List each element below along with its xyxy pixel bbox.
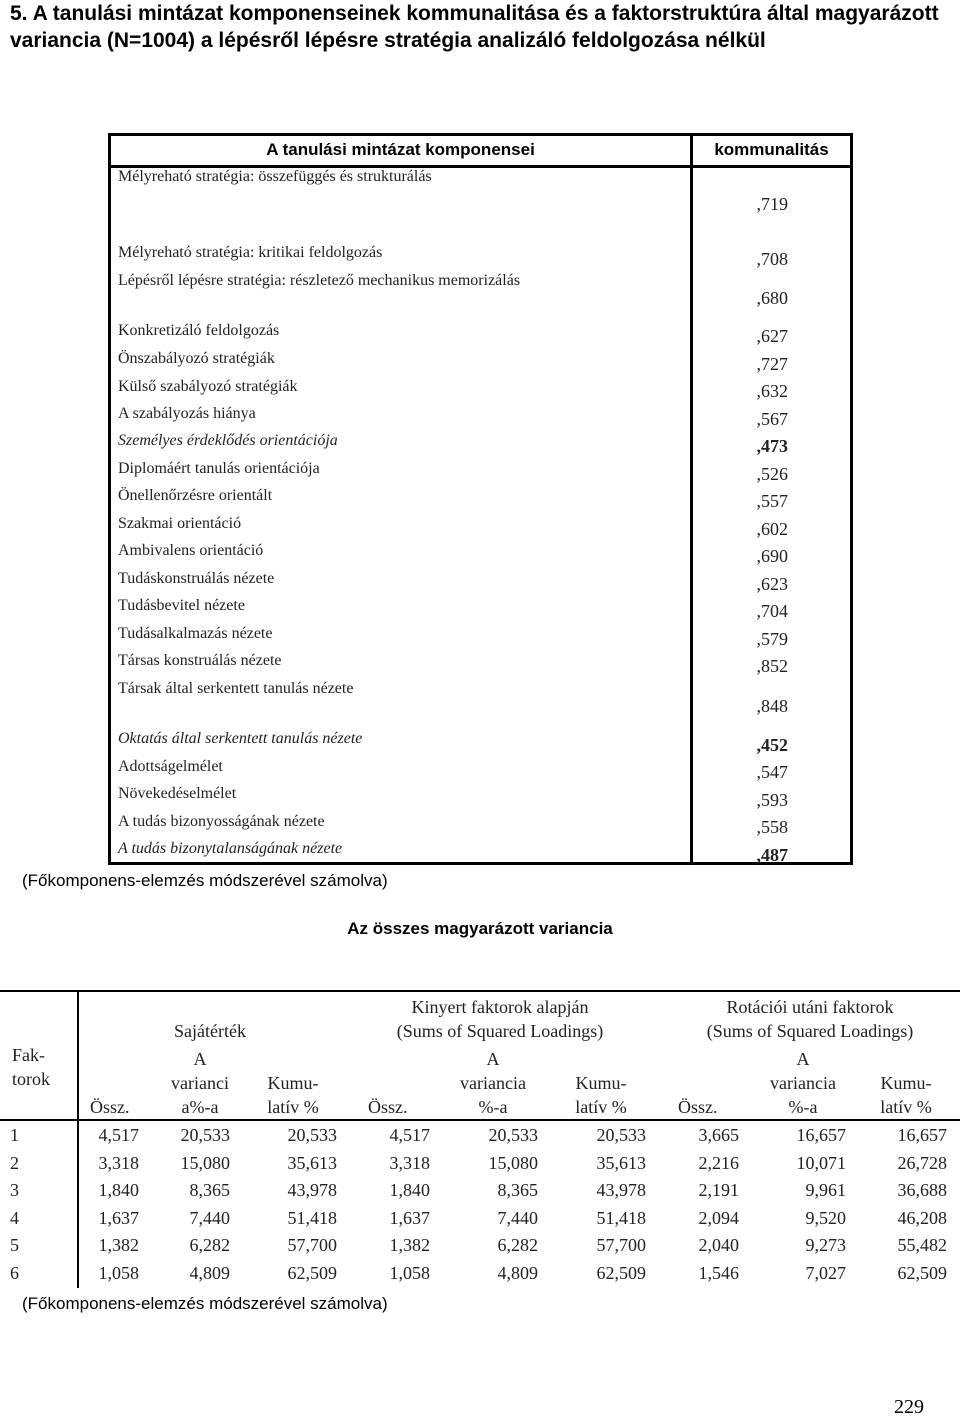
header-var1-a: A (193, 1049, 207, 1069)
component-label: A tudás bizonytalanságának nézete (118, 840, 343, 857)
variance-cell: 9,273 (805, 1235, 846, 1255)
communality-value: ,627 (756, 326, 788, 346)
rule-header (0, 1119, 960, 1121)
communality-value: ,708 (756, 249, 788, 269)
header-sum-2: Össz. (368, 1097, 408, 1117)
header-sum-1: Össz. (90, 1097, 130, 1117)
variance-cell: 62,509 (897, 1262, 947, 1283)
component-label: Személyes érdeklődés orientációja (118, 432, 338, 449)
variance-cell: 36,688 (897, 1180, 947, 1200)
variance-cell: 10,071 (796, 1152, 846, 1173)
header-cum1-b: latív % (267, 1097, 319, 1117)
communality-value: ,704 (756, 601, 788, 621)
variance-cell: 6,282 (497, 1235, 538, 1255)
communality-value: ,452 (756, 735, 788, 755)
variance-cell: 55,482 (897, 1235, 947, 1255)
rule-top-inner (78, 990, 960, 992)
communality-value: ,526 (756, 464, 788, 484)
variance-cell: 51,418 (287, 1207, 337, 1228)
component-label: Mélyreható stratégia: kritikai feldolgozás (118, 244, 383, 261)
variance-cell: 7,440 (497, 1207, 538, 1228)
variance-cell: 1,840 (98, 1180, 139, 1200)
header-var3-c: %-a (788, 1097, 818, 1117)
communality-value: ,557 (756, 491, 788, 511)
variance-cell: 4,517 (98, 1125, 139, 1145)
communality-value: ,632 (756, 381, 788, 401)
variance-cell: 1,058 (98, 1262, 139, 1283)
variance-cell: 15,080 (488, 1152, 538, 1173)
header-factors-2: torok (12, 1069, 50, 1089)
header-cum2-a: Kumu- (575, 1073, 627, 1093)
variance-cell: 43,978 (287, 1180, 337, 1200)
variance-cell: 35,613 (287, 1152, 337, 1173)
variance-cell: 7,440 (189, 1207, 230, 1228)
communality-value: ,567 (756, 409, 788, 429)
communality-value: ,547 (756, 762, 788, 782)
variance-cell: 2,094 (698, 1207, 739, 1228)
variance-cell: 1,058 (389, 1262, 430, 1283)
header-var1-b: varianci (171, 1073, 229, 1093)
variance-cell: 35,613 (596, 1152, 646, 1173)
variance-cell: 1,382 (98, 1235, 139, 1255)
communality-value: ,473 (756, 436, 788, 456)
communality-value: ,558 (756, 817, 788, 837)
variance-cell: 20,533 (180, 1125, 230, 1145)
header-var2-c: %-a (478, 1097, 508, 1117)
communality-table (108, 133, 853, 865)
component-label: Társak által serkentett tanulás nézete (118, 680, 354, 697)
variance-cell: 2,040 (698, 1235, 739, 1255)
header-var2-b: variancia (460, 1073, 526, 1093)
variance-cell: 20,533 (488, 1125, 538, 1145)
variance-cell: 62,509 (596, 1262, 646, 1283)
variance-cell: 4,517 (389, 1125, 430, 1145)
component-label: Diplomáért tanulás orientációja (118, 460, 320, 477)
component-label: Társas konstruálás nézete (118, 652, 282, 669)
component-label: Növekedéselmélet (118, 785, 237, 802)
variance-cell: 8,365 (189, 1180, 230, 1200)
factor-number: 1 (10, 1125, 19, 1145)
variance-cell: 9,520 (805, 1207, 846, 1228)
variance-cell: 57,700 (287, 1235, 337, 1255)
variance-cell: 3,318 (389, 1152, 430, 1173)
page-number: 229 (894, 1396, 924, 1418)
communality-value: ,680 (756, 288, 788, 308)
communality-value: ,623 (756, 574, 788, 594)
component-label: Mélyreható stratégia: összefüggés és strukturálás (118, 168, 432, 185)
variance-cell: 1,382 (389, 1235, 430, 1255)
variance-table (0, 990, 960, 1288)
variance-cell: 1,840 (389, 1180, 430, 1200)
header-var3-b: variancia (770, 1073, 836, 1093)
variance-cell: 6,282 (189, 1235, 230, 1255)
variance-cell: 15,080 (180, 1152, 230, 1173)
variance-cell: 43,978 (596, 1180, 646, 1200)
component-label: Konkretizáló feldolgozás (118, 322, 280, 339)
table1-note: (Főkomponens-elemzés módszerével számolva) (22, 871, 388, 890)
variance-cell: 20,533 (287, 1125, 337, 1145)
header-components: A tanulási mintázat komponensei (266, 140, 535, 159)
table2-title: Az összes magyarázott variancia (347, 919, 613, 938)
component-label: Tudáskonstruálás nézete (118, 570, 275, 587)
header-var2-a: A (486, 1049, 500, 1069)
factor-number: 3 (10, 1180, 19, 1200)
component-label: Adottságelmélet (118, 758, 223, 775)
variance-cell: 26,728 (897, 1152, 947, 1173)
factor-number: 5 (10, 1235, 19, 1255)
variance-cell: 16,657 (897, 1125, 947, 1145)
group-extracted-1: Kinyert faktorok alapján (411, 997, 589, 1017)
communality-value: ,487 (756, 845, 788, 865)
communality-value: ,690 (756, 546, 788, 566)
component-label: Lépésről lépésre stratégia: részletező mechanikus memorizálás (118, 272, 521, 289)
group-rotated-1: Rotációi utáni faktorok (726, 997, 894, 1017)
communality-value: ,593 (756, 790, 788, 810)
component-label: Önszabályozó stratégiák (118, 350, 275, 367)
component-label: Szakmai orientáció (118, 515, 242, 532)
section-heading: 5. A tanulási mintázat komponenseinek kommunalitása és a faktorstruktúra által magyarázott variancia (N=1004) a lépésről lépésre stratégia analizáló feldolgozása nélkül (10, 2, 939, 52)
component-label: A szabályozás hiánya (118, 405, 256, 422)
header-var3-a: A (796, 1049, 810, 1069)
header-cum2-b: latív % (575, 1097, 627, 1117)
variance-cell: 4,809 (497, 1262, 538, 1283)
communality-value: ,579 (756, 629, 788, 649)
header-communality: kommunalitás (714, 140, 829, 159)
factor-number: 2 (10, 1152, 19, 1173)
variance-cell: 46,208 (897, 1207, 947, 1228)
variance-cell: 57,700 (596, 1235, 646, 1255)
group-eigenvalue: Sajátérték (174, 1021, 246, 1041)
communality-value: ,727 (756, 354, 788, 374)
header-factors-1: Fak- (12, 1045, 45, 1065)
variance-cell: 9,961 (805, 1180, 846, 1200)
header-var1-c: a%-a (181, 1097, 219, 1117)
component-label: Külső szabályozó stratégiák (118, 378, 298, 395)
variance-cell: 1,637 (98, 1207, 139, 1228)
variance-cell: 8,365 (497, 1180, 538, 1200)
header-sum-3: Össz. (678, 1097, 718, 1117)
communality-value: ,602 (756, 519, 788, 539)
factor-number: 4 (10, 1207, 19, 1228)
variance-cell: 1,546 (698, 1262, 739, 1283)
component-label: Oktatás által serkentett tanulás nézete (118, 730, 363, 747)
variance-cell: 2,216 (698, 1152, 739, 1173)
communality-value: ,848 (756, 696, 788, 716)
component-label: Tudásbevitel nézete (118, 597, 245, 614)
variance-cell: 3,318 (98, 1152, 139, 1173)
variance-cell: 16,657 (796, 1125, 846, 1145)
variance-cell: 1,637 (389, 1207, 430, 1228)
variance-cell: 4,809 (189, 1262, 230, 1283)
column-divider (690, 136, 693, 862)
communality-value: ,852 (756, 656, 788, 676)
variance-cell: 7,027 (805, 1262, 846, 1283)
group-rotated-2: (Sums of Squared Loadings) (706, 1021, 914, 1041)
header-cum1-a: Kumu- (267, 1073, 319, 1093)
variance-cell: 3,665 (698, 1125, 739, 1145)
rule-factor-col (77, 990, 79, 1288)
component-label: Önellenőrzésre orientált (118, 487, 273, 504)
variance-cell: 20,533 (596, 1125, 646, 1145)
group-extracted-2: (Sums of Squared Loadings) (396, 1021, 604, 1041)
variance-cell: 51,418 (596, 1207, 646, 1228)
header-cum3-a: Kumu- (880, 1073, 932, 1093)
header-cum3-b: latív % (880, 1097, 932, 1117)
variance-cell: 62,509 (287, 1262, 337, 1283)
table2-note: (Főkomponens-elemzés módszerével számolva) (22, 1294, 388, 1313)
component-label: Tudásalkalmazás nézete (118, 625, 273, 642)
variance-cell: 2,191 (698, 1180, 739, 1200)
component-label: Ambivalens orientáció (118, 542, 264, 559)
factor-number: 6 (10, 1262, 19, 1283)
component-label: A tudás bizonyosságának nézete (118, 813, 325, 830)
communality-value: ,719 (756, 194, 788, 214)
